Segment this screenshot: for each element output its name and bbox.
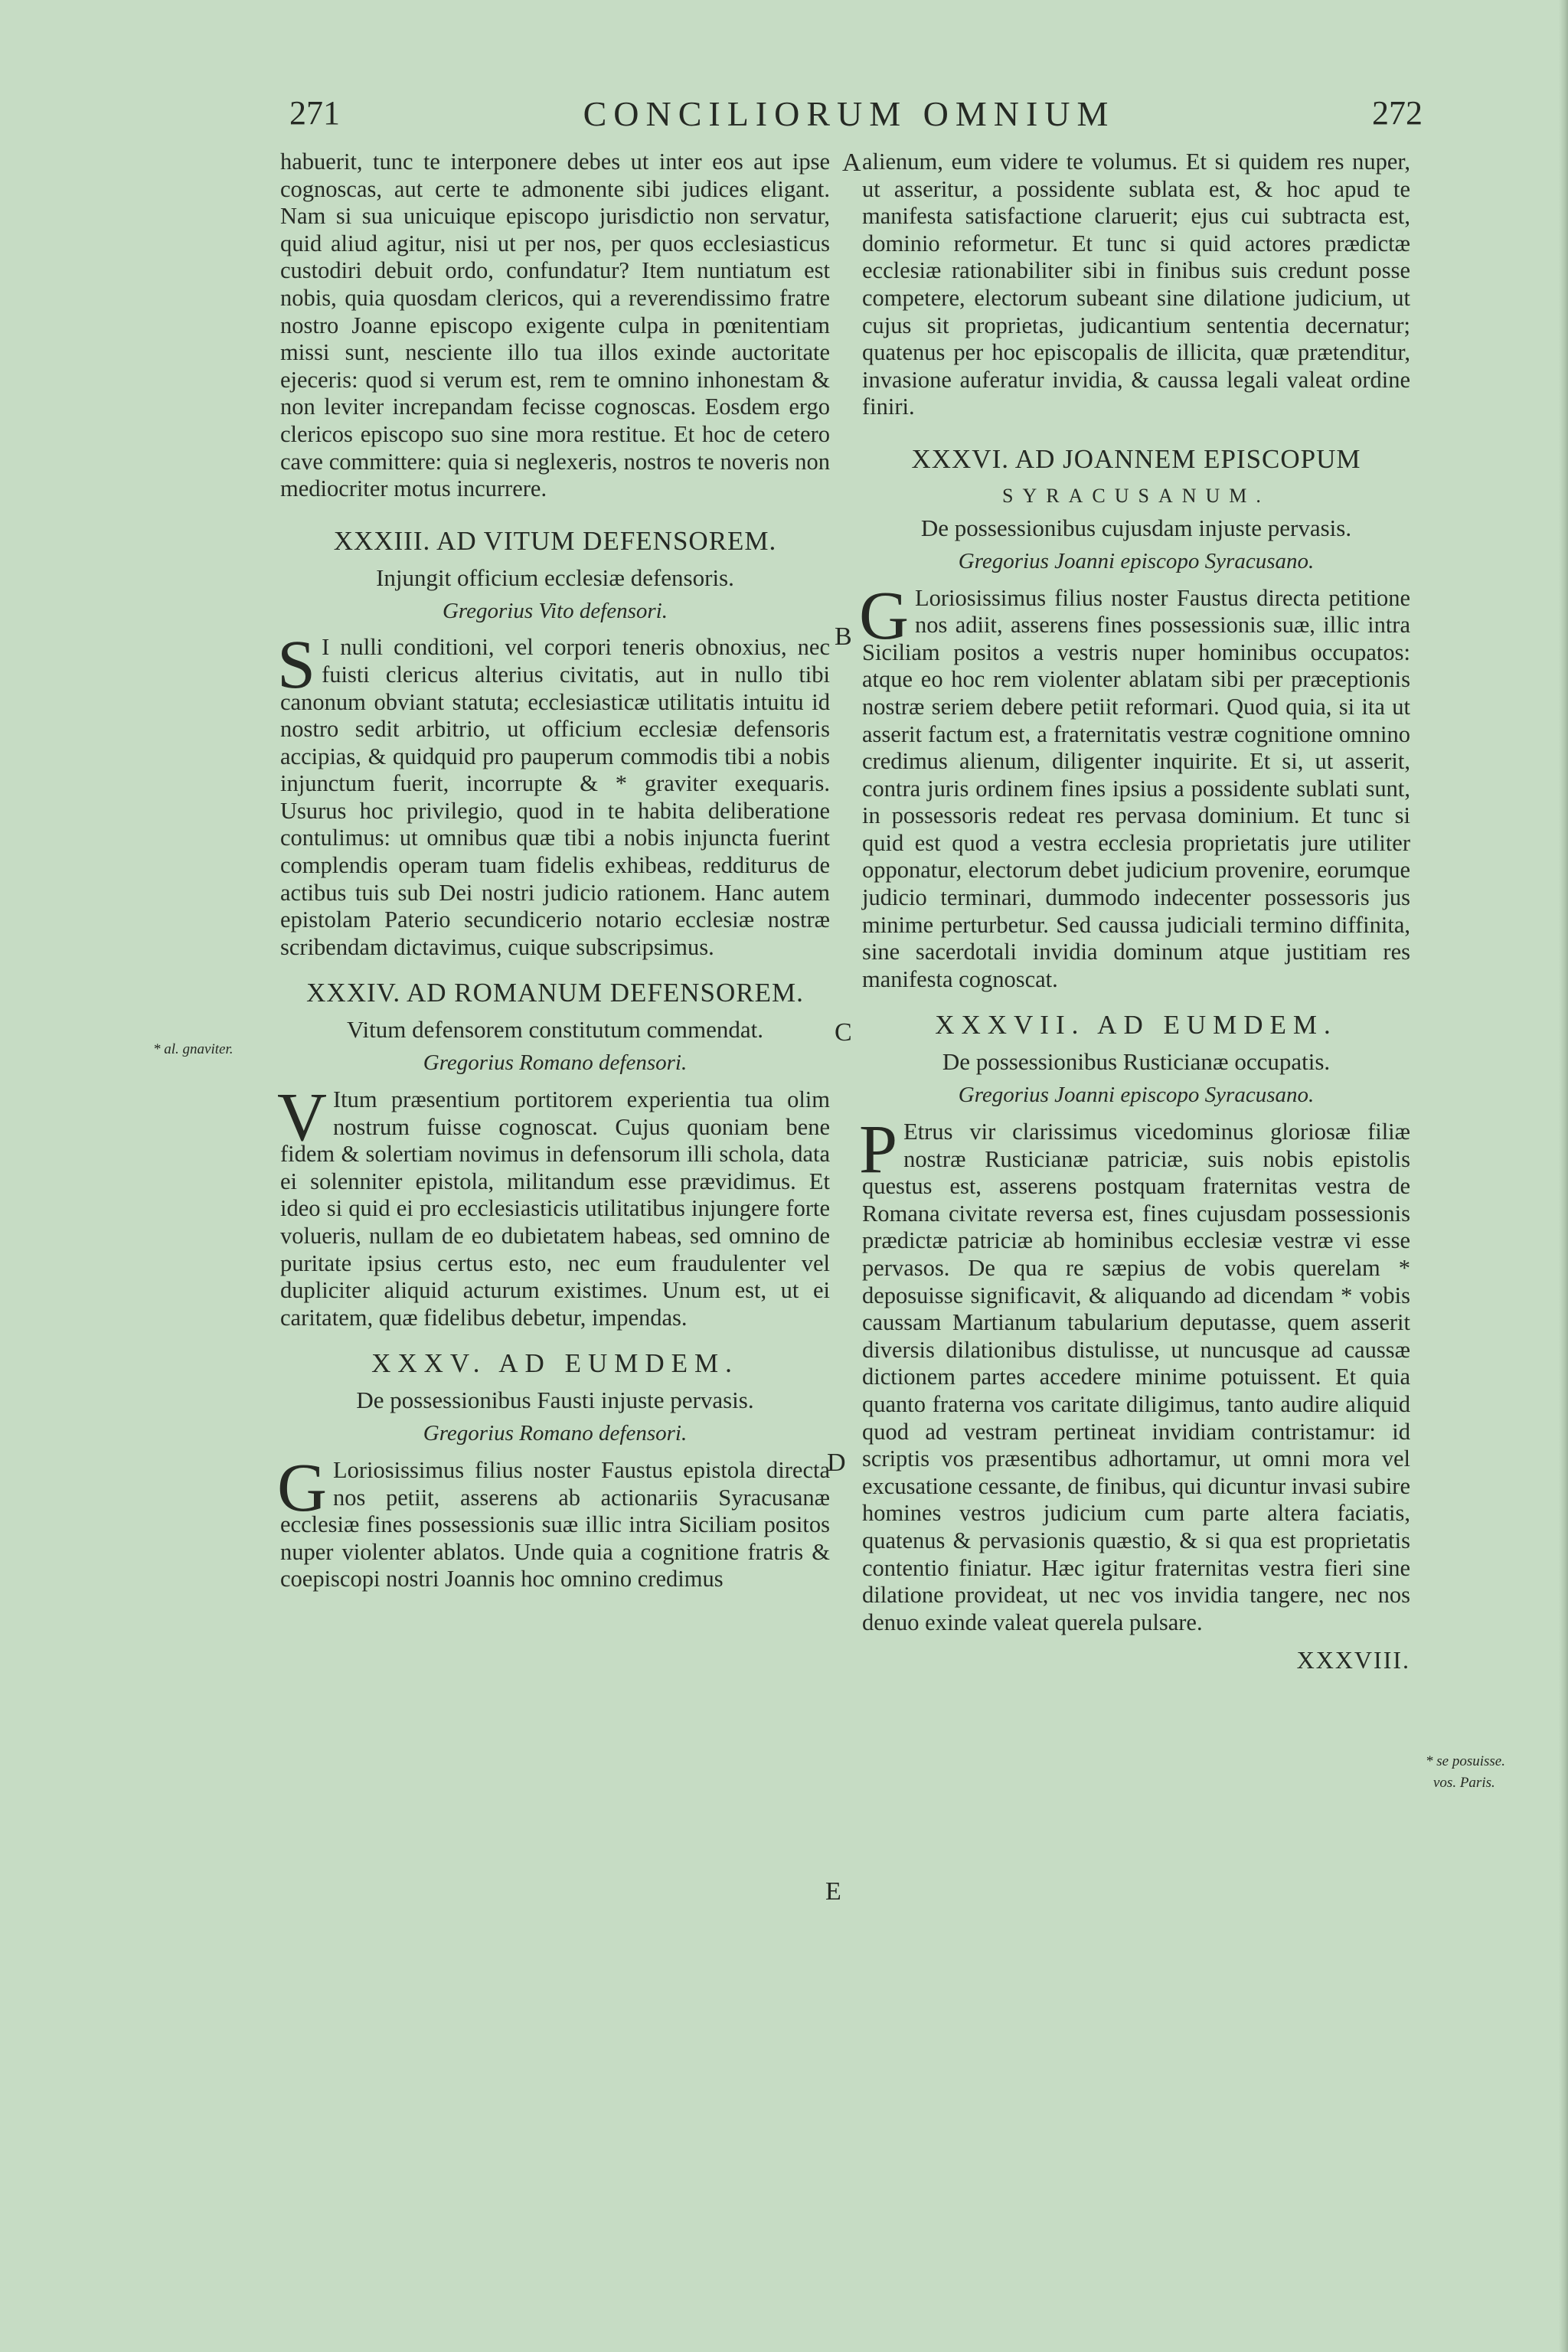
catchword: XXXVIII.: [1296, 1646, 1410, 1674]
drop-cap: G: [277, 1449, 327, 1526]
text-letter-37: P Etrus vir clarissimus vicedominus gloriosæ filiæ nostræ Rusticianæ patriciæ, suis nobis epistolis questus est, asserens postquam fraternitas vestra de Romana civitate reversa est, fines cujusdam possessionis prædictæ patriciæ ab hominibus ecclesiæ vestræ vi esse pervasos. De qua re sæpius de vobis querelam * deposuisse significavit, & aliquando ad dicendam * vobis caussam Martianum tabularium deputasse, quem asserit diversis dilationibus distulisse, ut nuncusque ad caussæ dictionem partes accedere minime potuissent. Et quia quanto fraterna vos caritate diligimus, tanto audire aliquid quod ad vestram pertineat invidiam contristamur: id scriptis vos præsentibus adhortamur, ut omni mora vel excusatione cessante, de finibus, qui dicuntur invasi subire homines vestros judicium cum parte altera faciatis, quatenus & pervasionis quæstio, & si qua est proprietatis contentio finiatur. Hæc igitur fraternitas vestra fieri sine dilatione provideat, ut nec vos invidia tangere, nec nos denuo exinde valeat querela pulsare.: [859, 1112, 1410, 1635]
running-title: CONCILIORUM OMNIUM: [583, 94, 1116, 133]
text-letter-34: V Itum præsentium portitorem experientia tua olim nostrum fuisse cognoscat. Cujus quoniam bene fidem & solertiam novimus in defensorum illi schola, data ei solenniter epistola, militandum esse prævidimus. Et ideo si quid ei pro ecclesiasticis utilitatibus injungere forte volueris, nullam de eo dubietatem habeas, sed omnino de puritate ipsius certus esto, nec eum fraudulenter vel dupliciter aliquid acturum existimes. Unum est, ut ei caritatem, quæ fidelibus debetur, impendas.: [277, 1080, 830, 1331]
margin-note-left: * al. gnaviter.: [153, 1041, 234, 1057]
drop-cap: G: [859, 577, 909, 654]
text-letter-35: G Loriosissimus filius noster Faustus epistola directa nos petiit, asserens ab actionariis Syracusanæ ecclesiæ fines possessionis suæ illic intra Siciliam positos nuper violenter ablatos. Unde quia a cognitione fratris & coepiscopi nostri Joannis hoc omnino credimus: [277, 1449, 830, 1592]
summary-letter-33: Injungit officium ecclesiæ defensoris.: [376, 564, 734, 591]
right-column: [859, 149, 1410, 1674]
heading-letter-34: XXXIV. AD ROMANUM DEFENSOREM.: [306, 978, 804, 1008]
left-column: [277, 149, 830, 1593]
margin-note-right-1: * se posuisse.: [1426, 1753, 1505, 1769]
heading-letter-37: XXXVII. AD EUMDEM.: [935, 1010, 1338, 1040]
salutation-letter-35: Gregorius Romano defensori.: [423, 1421, 688, 1446]
section-marker-d: D: [827, 1449, 846, 1477]
heading-letter-36: XXXVI. AD JOANNEM EPISCOPUM: [911, 443, 1361, 474]
heading-letter-35: XXXV. AD EUMDEM.: [371, 1348, 739, 1379]
summary-letter-35: De possessionibus Fausti injuste pervasis.: [356, 1387, 754, 1414]
heading-letter-33: XXXIII. AD VITUM DEFENSOREM.: [333, 525, 777, 556]
salutation-letter-33: Gregorius Vito defensori.: [442, 598, 668, 623]
page-number-right: 272: [1372, 94, 1423, 132]
drop-cap: V: [277, 1080, 327, 1156]
salutation-letter-37: Gregorius Joanni episcopo Syracusano.: [958, 1083, 1315, 1108]
margin-note-right-2: vos. Paris.: [1433, 1775, 1495, 1791]
salutation-letter-34: Gregorius Romano defensori.: [423, 1050, 688, 1076]
summary-letter-34: Vitum defensorem constitutum commendat.: [347, 1016, 763, 1044]
text-letter-33: S I nulli conditioni, vel corpori teneris obnoxius, nec fuisti clericus alterius civitatis, aut in nullo tibi canonum obviant statuta; ecclesiasticæ utilitatis intuitu id nostro sedit arbitrio, ut officium ecclesiæ defensoris accipias, & quidquid pro pauperum commodis tibi a nobis injunctum fuerit, incorrupte & * graviter exequaris. Usurus hoc privilegio, quod in te habita deliberatione contulimus: ut omnibus quæ tibi a nobis injuncta fuerint complendis operam tuam fidelis exhibeas, redditurus de actibus tuis sub Dei nostri judicio rationem. Hanc autem epistolam Paterio secundicerio notario ecclesiæ nostræ scribendam dictavimus, cuique subscripsimus.: [277, 627, 830, 960]
drop-cap: P: [859, 1112, 898, 1188]
paragraph-continued: alienum, eum videre te volumus. Et si quidem res nuper, ut asseritur, a possidente sublata est, & hoc apud te manifesta satisfactione claruerit; ejus cui subtracta est, dominio reformetur. Et tunc si quid actores prædictæ ecclesiæ rationabiliter sibi in finibus suis credunt posse competere, electorum subeant sine dilatione judicium, ut cujus sit proprietas, judicantium sententia decernatur; quatenus per hoc episcopalis de illicita, quæ prætenditur, invasione auferatur invidia, & caussa legali valeat ordine finiri.: [862, 149, 1410, 420]
page-number-left: 271: [289, 94, 340, 132]
section-marker-b: B: [835, 622, 852, 651]
paragraph-continued: habuerit, tunc te interponere debes ut inter eos aut ipse cognoscas, aut certe te admonente sibi judices eligant. Nam si sua unicuique episcopo jurisdictio non servatur, quid aliud agitur, nisi ut per nos, per quos ecclesiasticus custodiri debuit ordo, confundatur? Item nuntiatum est nobis, quia quosdam clericos, qui a reverendissimo fratre nostro Joanne episcopo exigente culpa in pœnitentiam missi sunt, nesciente illo tua illos exinde auctoritate ejeceris: quod si verum est, rem te omnino inhonestam & non leviter increpandam fecisse cognoscas. Eosdem ergo clericos episcopo suo sine mora restitue. Et hoc de cetero cave committere: quia si neglexeris, nostros te noveris non mediocriter motus incurrere.: [280, 149, 830, 502]
drop-cap: S: [277, 627, 316, 704]
text-letter-36: G Loriosissimus filius noster Faustus directa petitione nos adiit, asserens fines possessionis suæ, illic intra Siciliam positos a vestris nuper hominibus occupatos: atque eo hoc rem violenter ablatam sibi per præceptionis nostræ seriem debere petiit reformari. Quod quia, si ita ut asserit factum est, a fraternitatis vestræ cognitione omnino credimus alienum, diligenter inquirite. Et si, ut asserit, contra juris ordinem fines ipsius a possidente sublati sunt, in possessoris redeat res pervasa dominium. Et tunc si quid est quod a vestra ecclesia proprietatis jure utiliter opponatur, electorum debet judicium provenire, eorumque judicio terminari, dummodo indecenter possessoris jus minime perturbetur. Sed caussa judiciali termino diffinita, sine sacerdotali invidia dominum atque justitiam res manifesta cognoscat.: [859, 577, 1410, 992]
summary-letter-37: De possessionibus Rusticianæ occupatis.: [942, 1048, 1331, 1076]
page-edge: [1559, 0, 1568, 2352]
heading-letter-36-line2: SYRACUSANUM.: [1002, 484, 1270, 507]
section-marker-c: C: [835, 1018, 852, 1047]
salutation-letter-36: Gregorius Joanni episcopo Syracusano.: [958, 548, 1315, 573]
section-marker-e: E: [825, 1877, 841, 1906]
section-marker-a: A: [842, 149, 861, 177]
summary-letter-36: De possessionibus cujusdam injuste pervasis.: [920, 514, 1352, 541]
